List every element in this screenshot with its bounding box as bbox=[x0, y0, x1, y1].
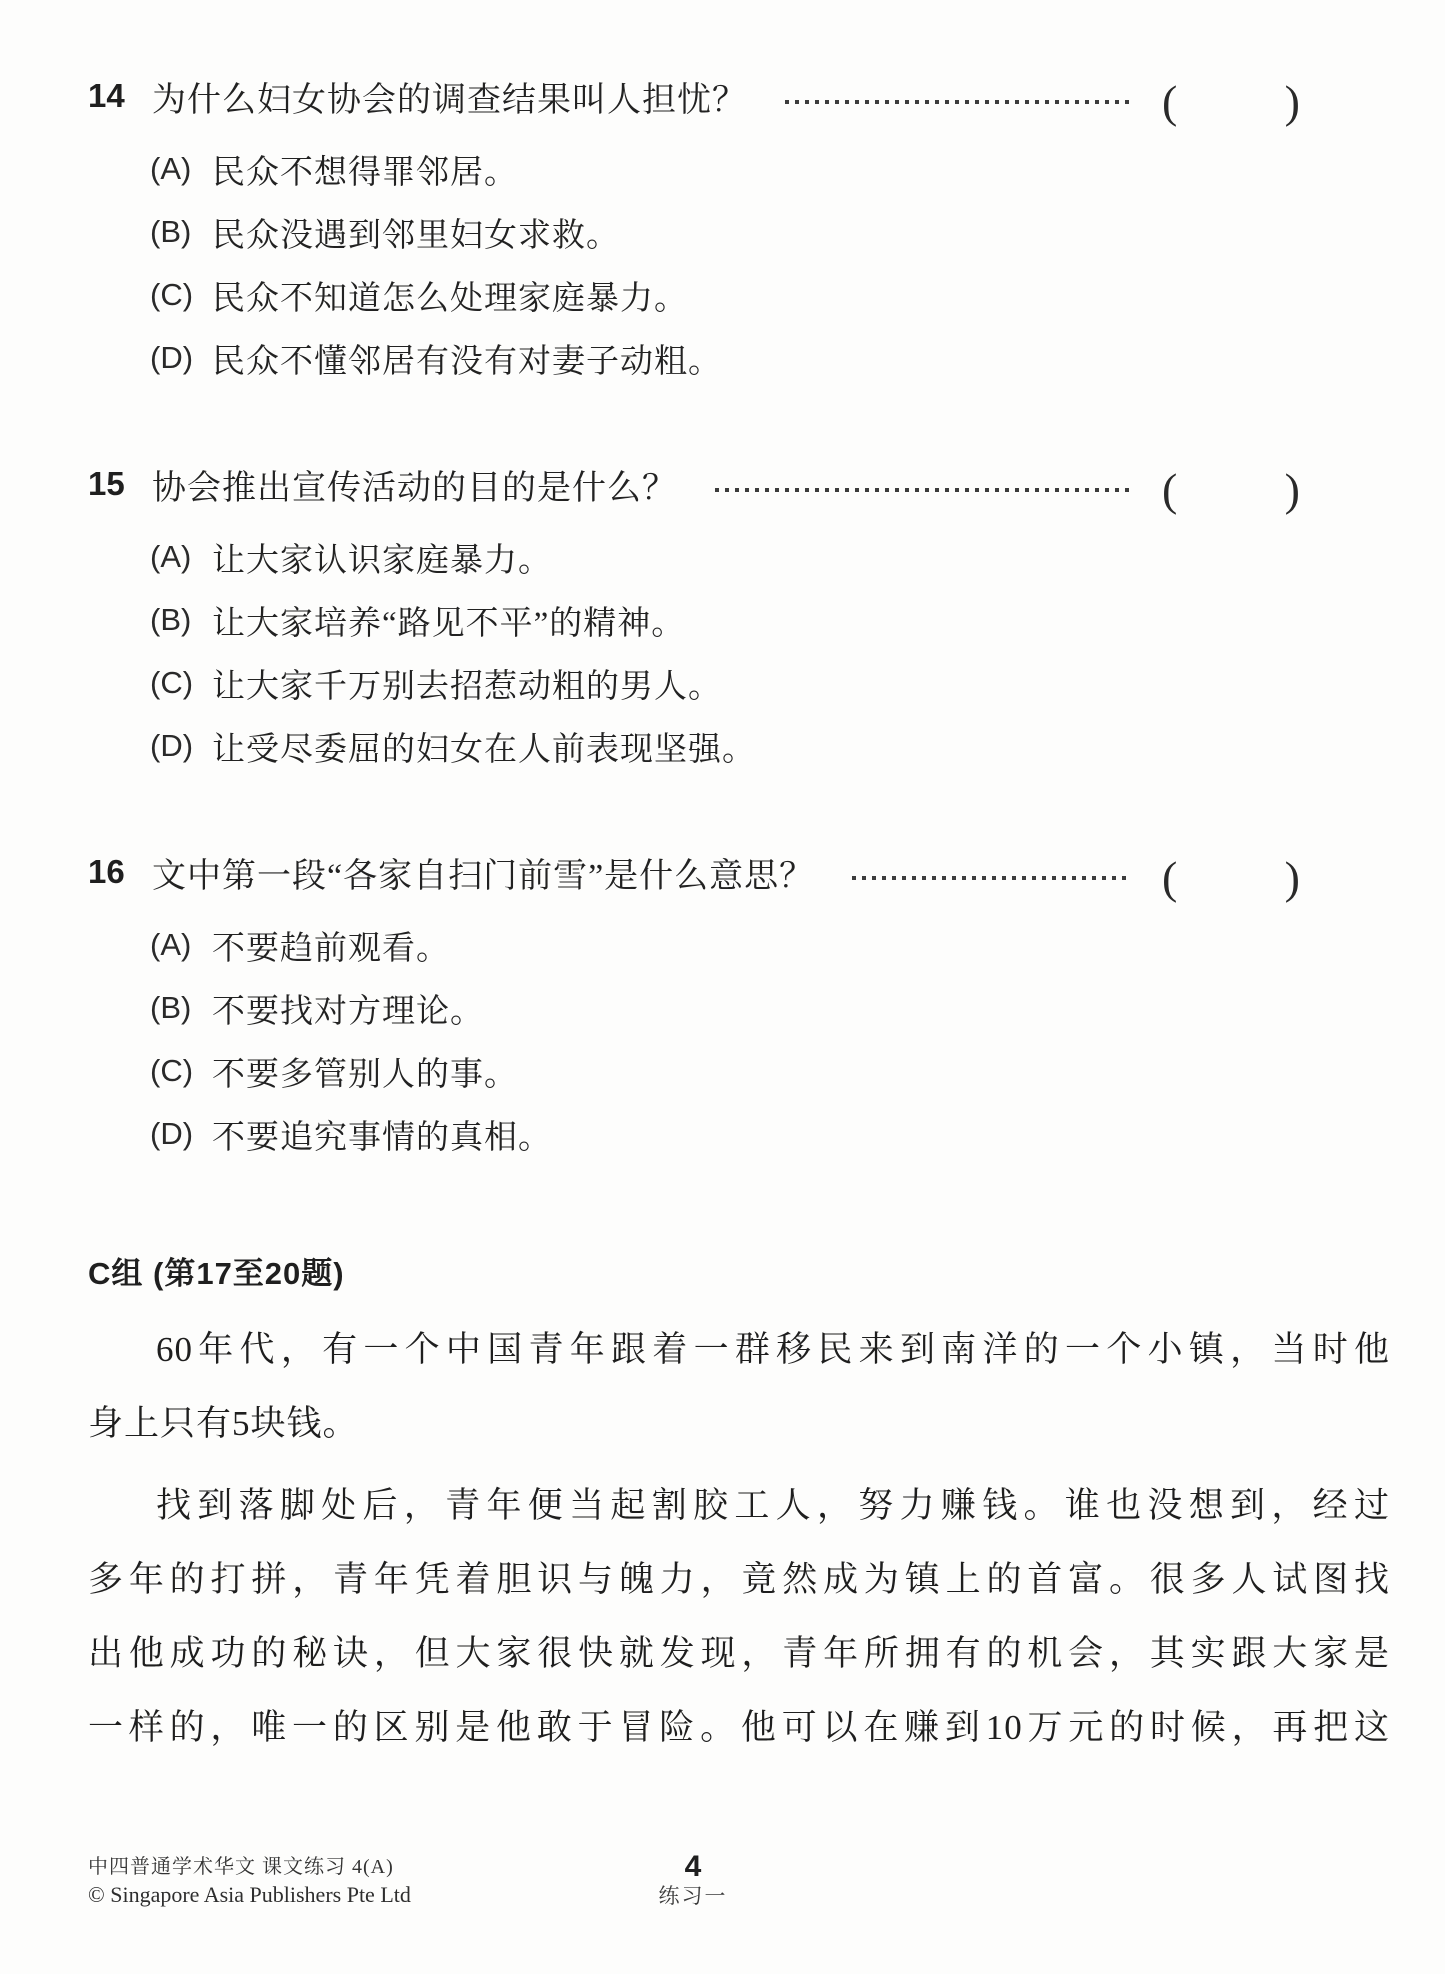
option-label: (D) bbox=[150, 1116, 194, 1151]
option-text: 不要趋前观看。 bbox=[212, 930, 450, 967]
question-number: 14 bbox=[88, 77, 125, 114]
question-14 bbox=[88, 72, 1390, 382]
question-number: 15 bbox=[88, 465, 125, 502]
option-b bbox=[150, 596, 1390, 644]
option-label: (A) bbox=[150, 151, 192, 186]
passage-line: 60年代，有一个中国青年跟着一群移民来到南洋的一个小镇，当时他 bbox=[156, 1330, 1390, 1369]
question-15-header bbox=[88, 460, 1390, 515]
reading-passage bbox=[88, 1313, 1390, 1765]
footer-exercise-label: 练习一 bbox=[658, 1884, 728, 1908]
option-d bbox=[150, 722, 1390, 770]
option-label: (A) bbox=[150, 927, 192, 962]
option-label: (B) bbox=[150, 990, 192, 1025]
option-text: 民众不想得罪邻居。 bbox=[212, 154, 518, 191]
question-16-options bbox=[150, 921, 1390, 1158]
question-text: 文中第一段“各家自扫门前雪”是什么意思？ bbox=[152, 857, 815, 895]
section-heading: C组 (第17至20题) bbox=[88, 1256, 345, 1291]
option-label: (C) bbox=[150, 665, 194, 700]
dotted-leader bbox=[785, 100, 1132, 104]
passage-line: 身上只有5块钱。 bbox=[88, 1404, 359, 1443]
footer-center bbox=[600, 1851, 786, 1909]
close-paren: ) bbox=[1284, 75, 1300, 127]
dotted-leader bbox=[852, 876, 1132, 880]
option-text: 民众没遇到邻里妇女求救。 bbox=[212, 217, 620, 254]
option-label: (A) bbox=[150, 539, 192, 574]
open-paren: ( bbox=[1162, 851, 1178, 903]
question-16-header bbox=[88, 848, 1390, 903]
question-number: 16 bbox=[88, 853, 125, 890]
option-text: 让大家千万别去招惹动粗的男人。 bbox=[212, 668, 722, 705]
passage-line: 多年的打拼，青年凭着胆识与魄力，竟然成为镇上的首富。很多人试图找 bbox=[88, 1560, 1390, 1599]
option-label: (C) bbox=[150, 1053, 194, 1088]
option-text: 不要找对方理论。 bbox=[212, 993, 484, 1030]
option-a bbox=[150, 921, 1390, 969]
option-label: (B) bbox=[150, 602, 192, 637]
question-text: 协会推出宣传活动的目的是什么？ bbox=[152, 469, 677, 507]
question-15 bbox=[88, 460, 1390, 770]
option-b bbox=[150, 208, 1390, 256]
option-label: (C) bbox=[150, 277, 194, 312]
passage-paragraph-2 bbox=[88, 1469, 1390, 1765]
footer-publisher: © Singapore Asia Publishers Pte Ltd bbox=[88, 1882, 411, 1907]
option-label: (D) bbox=[150, 340, 194, 375]
option-d bbox=[150, 1110, 1390, 1158]
question-15-options bbox=[150, 533, 1390, 770]
option-b bbox=[150, 984, 1390, 1032]
option-text: 不要多管别人的事。 bbox=[212, 1056, 518, 1093]
option-a bbox=[150, 145, 1390, 193]
question-14-header bbox=[88, 72, 1390, 127]
option-text: 民众不懂邻居有没有对妻子动粗。 bbox=[212, 343, 722, 380]
passage-line: 一样的，唯一的区别是他敢于冒险。他可以在赚到10万元的时候，再把这 bbox=[88, 1708, 1390, 1747]
option-text: 让受尽委屈的妇女在人前表现坚强。 bbox=[212, 731, 756, 768]
open-paren: ( bbox=[1162, 75, 1178, 127]
option-c bbox=[150, 271, 1390, 319]
page-number: 4 bbox=[684, 1850, 702, 1883]
option-c bbox=[150, 659, 1390, 707]
close-paren: ) bbox=[1284, 851, 1300, 903]
option-label: (D) bbox=[150, 728, 194, 763]
question-16 bbox=[88, 848, 1390, 1158]
close-paren: ) bbox=[1284, 463, 1300, 515]
option-text: 民众不知道怎么处理家庭暴力。 bbox=[212, 280, 688, 317]
footer-booklet-title: 中四普通学术华文 课文练习 4(A) bbox=[88, 1856, 394, 1878]
question-14-options bbox=[150, 145, 1390, 382]
option-text: 不要追究事情的真相。 bbox=[212, 1119, 552, 1156]
answer-blank bbox=[1162, 75, 1300, 128]
option-d bbox=[150, 334, 1390, 382]
answer-blank bbox=[1162, 851, 1300, 904]
passage-line: 出他成功的秘诀，但大家很快就发现，青年所拥有的机会，其实跟大家是 bbox=[88, 1634, 1390, 1673]
answer-blank bbox=[1162, 463, 1300, 516]
dotted-leader bbox=[715, 488, 1132, 492]
open-paren: ( bbox=[1162, 463, 1178, 515]
footer-left bbox=[88, 1853, 411, 1909]
passage-line: 找到落脚处后，青年便当起割胶工人，努力赚钱。谁也没想到，经过 bbox=[156, 1486, 1390, 1525]
option-c bbox=[150, 1047, 1390, 1095]
option-a bbox=[150, 533, 1390, 581]
passage-paragraph-1 bbox=[88, 1313, 1390, 1461]
option-text: 让大家认识家庭暴力。 bbox=[212, 542, 552, 579]
question-text: 为什么妇女协会的调查结果叫人担忧？ bbox=[152, 81, 747, 119]
option-label: (B) bbox=[150, 214, 192, 249]
option-text: 让大家培养“路见不平”的精神。 bbox=[212, 605, 686, 642]
